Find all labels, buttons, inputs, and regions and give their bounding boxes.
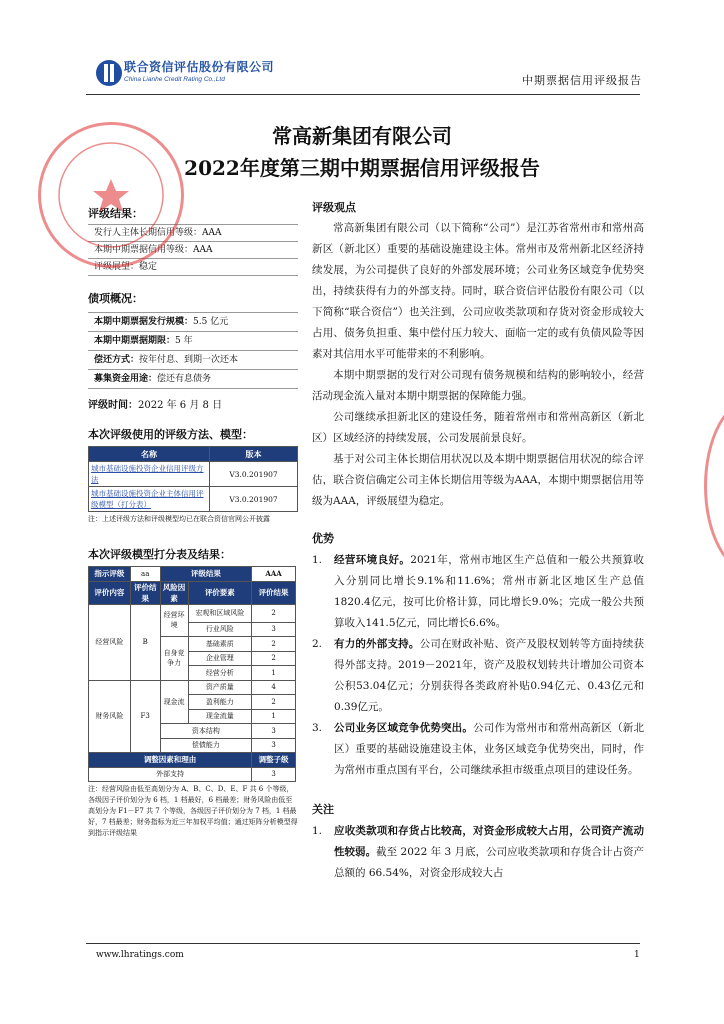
methods-section xyxy=(88,426,298,525)
element: 盈利能力 xyxy=(188,695,252,710)
model-note: 注：经营风险由低至高划分为 A、B、C、D、E、F 共 6 个等级，各级因子评价划分为 6 档，1 档最好，6 档最差；财务风险由低至高划分为 F1－F7 共 7 个等级，各级因子评价划分为 7 档，1 档最好，7 档最差；财务指标为近三年加权平均值；通过矩阵分析模型得到指示评级结果 xyxy=(88,785,298,837)
adjust-sub-heading: 调整子级 xyxy=(252,753,296,768)
strength-item xyxy=(312,550,644,634)
score: 2 xyxy=(252,651,296,666)
element: 资产质量 xyxy=(188,680,252,695)
item-text: 2021年，常州市地区生产总值和一般公共预算收入分别同比增长9.1%和11.6%；常州市新北区地区生产总值1820.4亿元，按可比价格计算，同比增长9.0%；完成一般公共预算收入141.5亿元，同比增长6.6%。 xyxy=(334,554,644,629)
methods-table xyxy=(88,446,298,512)
col-content: 评价内容 xyxy=(89,581,131,604)
score: 3 xyxy=(252,724,296,739)
footer-divider xyxy=(86,943,640,944)
row-label: 本期中期票据期限： xyxy=(94,336,176,346)
row-label: 评级展望： xyxy=(94,262,140,272)
debt-overview-section xyxy=(88,290,298,389)
opinion-paragraph: 常高新集团有限公司（以下简称“公司”）是江苏省常州市和常州高新区（新北区）重要的基础设施建设主体。常州市及常州新北区经济持续发展，为公司提供了良好的外部发展环境；公司业务区域竞争优势突出，持续获得有力的外部支持。同时，联合资信评估股份有限公司（以下简称“联合资信”）也关注到，公司应收类款项和存货对资金形成较大占用、债务负担重、集中偿付压力较大、面临一定的或有负债风险等因素对其信用水平可能带来的不利影响。 xyxy=(312,222,644,360)
score: 3 xyxy=(252,622,296,637)
opinion-paragraph: 基于对公司主体长期信用状况以及本期中期票据信用状况的综合评估，联合资信确定公司主体长期信用等级为AAA，本期中期票据信用等级为AAA，评级展望为稳定。 xyxy=(312,453,644,507)
report-type-label: 中期票据信用评级报告 xyxy=(522,74,642,87)
item-bold: 经营环境良好。 xyxy=(334,554,411,566)
factor: 经营环境 xyxy=(160,604,188,637)
row-value: AAA xyxy=(202,228,222,238)
result-value: AAA xyxy=(252,567,296,582)
adjust-item: 外部支持 xyxy=(89,767,252,782)
row-value: 5 年 xyxy=(175,336,193,346)
row-label: 募集资金用途： xyxy=(94,374,158,384)
methods-note: 注：上述评级方法和评级模型均已在联合资信官网公开披露 xyxy=(88,515,270,523)
result-label: 评级结果 xyxy=(160,567,252,582)
method-version: V3.0.201907 xyxy=(210,462,298,487)
factor: 自身竞争力 xyxy=(160,637,188,681)
concerns-heading: 关注 xyxy=(312,803,334,816)
logo-company-name-en: China Lianhe Credit Rating Co.,Ltd xyxy=(124,76,225,83)
debt-row xyxy=(88,312,298,332)
col-name: 名称 xyxy=(89,447,210,462)
debt-row xyxy=(88,351,298,370)
logo-mark-stroke xyxy=(104,64,108,82)
opinion-heading: 评级观点 xyxy=(312,201,356,214)
item-bold: 应收类款项和存货占比较高，对资金形成较大占用，公司资产流动性较弱。 xyxy=(334,825,644,858)
element: 企业管理 xyxy=(188,651,252,666)
finance-result: F3 xyxy=(130,680,160,753)
strength-item xyxy=(312,718,644,781)
rating-result-heading: 评级结果： xyxy=(88,207,143,220)
seal-graphic xyxy=(41,125,181,265)
score: 4 xyxy=(252,680,296,695)
logo-mark-stroke xyxy=(110,64,114,82)
indicative-label: 指示评级 xyxy=(89,567,131,582)
rating-time-value: 2022 年 6 月 8 日 xyxy=(138,400,223,411)
concern-item xyxy=(312,821,644,885)
element: 基础素质 xyxy=(188,637,252,652)
item-bold: 有力的外部支持。 xyxy=(334,638,420,650)
item-number: 3. xyxy=(312,722,323,734)
row-value: 稳定 xyxy=(139,262,158,272)
element: 偿债能力 xyxy=(160,738,252,753)
factor: 现金流 xyxy=(160,680,188,724)
score: 2 xyxy=(252,604,296,622)
methods-heading: 本次评级使用的评级方法、模型： xyxy=(88,428,253,441)
debt-row xyxy=(88,332,298,351)
adjust-score: 3 xyxy=(252,767,296,782)
col-result: 评价结果 xyxy=(130,581,160,604)
model-heading: 本次评级模型打分表及结果： xyxy=(88,548,231,561)
rating-time-label: 评级时间： xyxy=(88,400,138,411)
method-link[interactable]: 城市基础设施投资企业信用评级方法 xyxy=(91,464,204,484)
debt-row xyxy=(88,370,298,389)
opinion-paragraph: 公司继续承担新北区的建设任务，随着常州市和常州高新区（新北区）区域经济的持续发展，公司发展前景良好。 xyxy=(312,411,644,444)
page-edge-seal-stamp xyxy=(704,398,724,574)
report-title: 2022年度第三期中期票据信用评级报告 xyxy=(184,156,540,180)
item-number: 1. xyxy=(312,825,323,837)
adjust-heading: 调整因素和理由 xyxy=(89,753,252,768)
row-label: 偿还方式： xyxy=(94,355,140,365)
page-number: 1 xyxy=(634,950,640,960)
indicative-value: aa xyxy=(130,567,160,582)
row-value: 5.5 亿元 xyxy=(193,317,229,327)
model-version: V3.0.201907 xyxy=(210,487,298,512)
score: 1 xyxy=(252,666,296,681)
opinion-paragraph: 本期中期票据的发行对公司现有债务规模和结构的影响较小，经营活动现金流入量对本期中期票据的保障能力强。 xyxy=(312,369,644,402)
col-score: 评价结果 xyxy=(252,581,296,604)
score: 3 xyxy=(252,738,296,753)
item-number: 1. xyxy=(312,554,323,566)
col-version: 版本 xyxy=(210,447,298,462)
item-text: 公司作为常州市和常州高新区（新北区）重要的基础设施建设主体，业务区域竞争优势突出，同时，作为常州市重点国有平台，公司继续承担市级重点项目的建设任务。 xyxy=(334,722,645,776)
footer-website[interactable]: www.lhratings.com xyxy=(96,950,184,960)
row-label: 发行人主体长期信用等级： xyxy=(94,228,203,238)
company-logo-icon xyxy=(96,60,122,86)
item-text: 截至 2022 年 3 月底，公司应收类款项和存货合计占资产总额的 66.54%，对资金形成较大占 xyxy=(334,846,644,879)
element: 经营分析 xyxy=(188,666,252,681)
score: 2 xyxy=(252,637,296,652)
model-link[interactable]: 城市基础设施投资企业主体信用评级模型（打分表） xyxy=(91,489,204,509)
item-number: 2. xyxy=(312,638,323,650)
col-factor: 风险因素 xyxy=(160,581,188,604)
element: 宏观和区域风险 xyxy=(188,604,252,622)
row-value: 偿还有息债务 xyxy=(157,374,212,384)
score: 2 xyxy=(252,695,296,710)
score: 1 xyxy=(252,709,296,724)
col-element: 评价要素 xyxy=(188,581,252,604)
header-divider xyxy=(86,94,640,95)
opinion-section xyxy=(312,198,644,885)
model-score-table xyxy=(88,566,296,782)
debt-overview-heading: 债项概况： xyxy=(88,292,143,305)
row-value: 按年付息、到期一次还本 xyxy=(139,355,239,365)
element: 资本结构 xyxy=(160,724,252,739)
business-risk: 经营风险 xyxy=(89,604,131,680)
strengths-heading: 优势 xyxy=(312,532,334,545)
company-seal-stamp xyxy=(38,122,184,268)
business-result: B xyxy=(130,604,160,680)
row-label: 本期中期票据信用等级： xyxy=(94,245,194,255)
logo-company-name: 联合资信评估股份有限公司 xyxy=(124,60,275,74)
finance-risk: 财务风险 xyxy=(89,680,131,753)
item-text: 公司在财政补贴、资产及股权划转等方面持续获得外部支持。2019－2021年，资产及股权划转共计增加公司资本公积53.04亿元；分别获得各类政府补贴0.94亿元、0.43亿元和0.39亿元。 xyxy=(334,638,645,713)
row-value: AAA xyxy=(193,245,213,255)
item-bold: 公司业务区域竞争优势突出。 xyxy=(334,722,474,734)
element: 现金流量 xyxy=(188,709,252,724)
model-section xyxy=(88,546,298,839)
strength-item xyxy=(312,634,644,718)
row-label: 本期中期票据发行规模： xyxy=(94,317,194,327)
report-title-company: 常高新集团有限公司 xyxy=(272,124,452,148)
rating-time xyxy=(88,396,298,411)
element: 行业风险 xyxy=(188,622,252,637)
